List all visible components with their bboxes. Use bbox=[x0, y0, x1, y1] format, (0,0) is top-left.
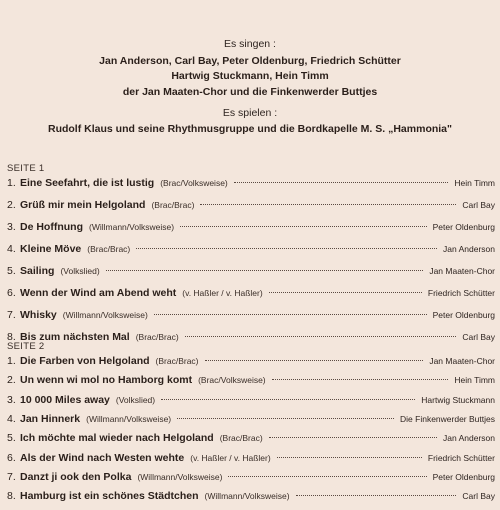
track-row bbox=[7, 413, 495, 433]
track-composer: (Willmann/Volksweise) bbox=[86, 413, 172, 424]
track-row bbox=[7, 287, 495, 307]
track-composer: (Brac/Brac) bbox=[155, 356, 199, 366]
track-title: De Hoffnung bbox=[20, 221, 83, 233]
track-title: Un wenn wi mol no Hamborg komt bbox=[20, 374, 193, 387]
track-composer: (Volkslied) bbox=[60, 266, 100, 276]
track-number: 8. bbox=[7, 331, 16, 343]
dotted-leader bbox=[272, 379, 449, 380]
dotted-leader bbox=[161, 399, 415, 400]
track-row bbox=[7, 490, 495, 510]
track-artist: Die Finkenwerder Buttjes bbox=[400, 413, 495, 424]
track-artist: Peter Oldenburg bbox=[432, 471, 495, 482]
track-title: Die Farben von Helgoland bbox=[20, 355, 150, 367]
track-composer: (Brac/Brac) bbox=[87, 244, 131, 254]
track-artist: Carl Bay bbox=[462, 332, 495, 342]
dotted-leader bbox=[205, 360, 424, 361]
singers-line-3: der Jan Maaten-Chor und die Finkenwerder Buttjes bbox=[122, 86, 378, 98]
track-artist: Friedrich Schütter bbox=[427, 288, 495, 298]
singers-line-1: Jan Anderson, Carl Bay, Peter Oldenburg, Friedrich Schütter bbox=[99, 55, 401, 67]
singers-label: Es singen : bbox=[224, 38, 276, 50]
track-title: Wenn der Wind am Abend weht bbox=[20, 287, 177, 299]
track-artist: Hein Timm bbox=[454, 375, 495, 386]
track-number: 4. bbox=[7, 412, 16, 425]
track-row bbox=[7, 221, 495, 241]
side-2-label: SEITE 2 bbox=[7, 341, 45, 352]
track-artist: Jan Anderson bbox=[443, 244, 495, 254]
track-artist: Jan Anderson bbox=[443, 433, 495, 444]
track-row bbox=[7, 199, 495, 219]
track-composer: (Brac/Volksweise) bbox=[198, 375, 266, 386]
track-composer: (Willmann/Volksweise) bbox=[204, 491, 290, 502]
track-composer: (v. Haßler / v. Haßler) bbox=[190, 452, 271, 463]
dotted-leader bbox=[180, 226, 427, 227]
dotted-leader bbox=[228, 476, 426, 477]
track-composer: (Volkslied) bbox=[115, 394, 156, 405]
track-title: Hamburg ist ein schönes Städtchen bbox=[20, 490, 199, 503]
dotted-leader bbox=[269, 437, 437, 438]
track-composer: (Brac/Brac) bbox=[219, 433, 263, 444]
track-composer: (Brac/Volksweise) bbox=[160, 178, 228, 188]
track-number: 7. bbox=[7, 309, 16, 321]
dotted-leader bbox=[177, 418, 394, 419]
track-composer: (Brac/Brac) bbox=[151, 200, 195, 210]
track-row bbox=[7, 177, 495, 197]
track-number: 5. bbox=[7, 265, 16, 277]
singers-line-2: Hartwig Stuckmann, Hein Timm bbox=[171, 70, 329, 82]
track-title: 10 000 Miles away bbox=[20, 393, 110, 406]
track-title: Grüß mir mein Helgoland bbox=[20, 199, 146, 211]
track-number: 6. bbox=[7, 451, 16, 464]
track-number: 6. bbox=[7, 287, 16, 299]
track-row bbox=[7, 309, 495, 329]
track-row bbox=[7, 432, 495, 452]
track-artist: Peter Oldenburg bbox=[432, 222, 495, 232]
track-composer: (Willmann/Volksweise) bbox=[62, 310, 148, 320]
track-row bbox=[7, 394, 495, 414]
track-composer: (Willmann/Volksweise) bbox=[137, 471, 223, 482]
track-row bbox=[7, 452, 495, 472]
track-composer: (Brac/Brac) bbox=[135, 332, 179, 342]
track-artist: Peter Oldenburg bbox=[432, 310, 495, 320]
track-number: 4. bbox=[7, 243, 16, 255]
track-title: Als der Wind nach Westen wehte bbox=[20, 451, 185, 464]
dotted-leader bbox=[185, 336, 457, 337]
track-number: 3. bbox=[7, 393, 16, 406]
track-row bbox=[7, 355, 495, 375]
track-title: Kleine Möve bbox=[20, 243, 82, 255]
track-artist: Carl Bay bbox=[462, 200, 495, 210]
track-title: Danzt ji ook den Polka bbox=[20, 470, 132, 483]
dotted-leader bbox=[200, 204, 456, 205]
track-number: 7. bbox=[7, 470, 16, 483]
track-number: 3. bbox=[7, 221, 16, 233]
track-artist: Friedrich Schütter bbox=[427, 452, 495, 463]
track-title: Bis zum nächsten Mal bbox=[20, 331, 130, 343]
track-title: Sailing bbox=[20, 265, 55, 277]
track-number: 8. bbox=[7, 490, 16, 503]
players-label: Es spielen : bbox=[222, 107, 278, 119]
dotted-leader bbox=[234, 182, 449, 183]
dotted-leader bbox=[136, 248, 437, 249]
track-title: Jan Hinnerk bbox=[20, 412, 81, 425]
track-title: Ich möchte mal wieder nach Helgoland bbox=[20, 432, 214, 445]
track-artist: Hein Timm bbox=[454, 178, 495, 188]
track-number: 2. bbox=[7, 374, 16, 387]
dotted-leader bbox=[269, 292, 422, 293]
track-title: Whisky bbox=[20, 309, 57, 321]
track-number: 2. bbox=[7, 199, 16, 211]
track-row bbox=[7, 331, 495, 351]
track-number: 1. bbox=[7, 355, 16, 367]
players-line: Rudolf Klaus und seine Rhythmusgruppe und die Bordkapelle M. S. „Hammonia" bbox=[47, 123, 453, 135]
dotted-leader bbox=[277, 457, 422, 458]
track-artist: Carl Bay bbox=[462, 491, 495, 502]
track-row bbox=[7, 471, 495, 491]
track-artist: Hartwig Stuckmann bbox=[421, 394, 495, 405]
dotted-leader bbox=[154, 314, 427, 315]
track-composer: (v. Haßler / v. Haßler) bbox=[182, 288, 263, 298]
track-number: 1. bbox=[7, 177, 16, 189]
track-row bbox=[7, 265, 495, 285]
track-title: Eine Seefahrt, die ist lustig bbox=[20, 177, 155, 189]
track-row bbox=[7, 374, 495, 394]
side-1-label: SEITE 1 bbox=[7, 163, 45, 174]
track-artist: Jan Maaten-Chor bbox=[429, 266, 495, 276]
track-artist: Jan Maaten-Chor bbox=[429, 356, 495, 366]
dotted-leader bbox=[296, 495, 457, 496]
track-composer: (Willmann/Volksweise) bbox=[89, 222, 175, 232]
dotted-leader bbox=[106, 270, 424, 271]
track-number: 5. bbox=[7, 432, 16, 445]
track-row bbox=[7, 243, 495, 263]
